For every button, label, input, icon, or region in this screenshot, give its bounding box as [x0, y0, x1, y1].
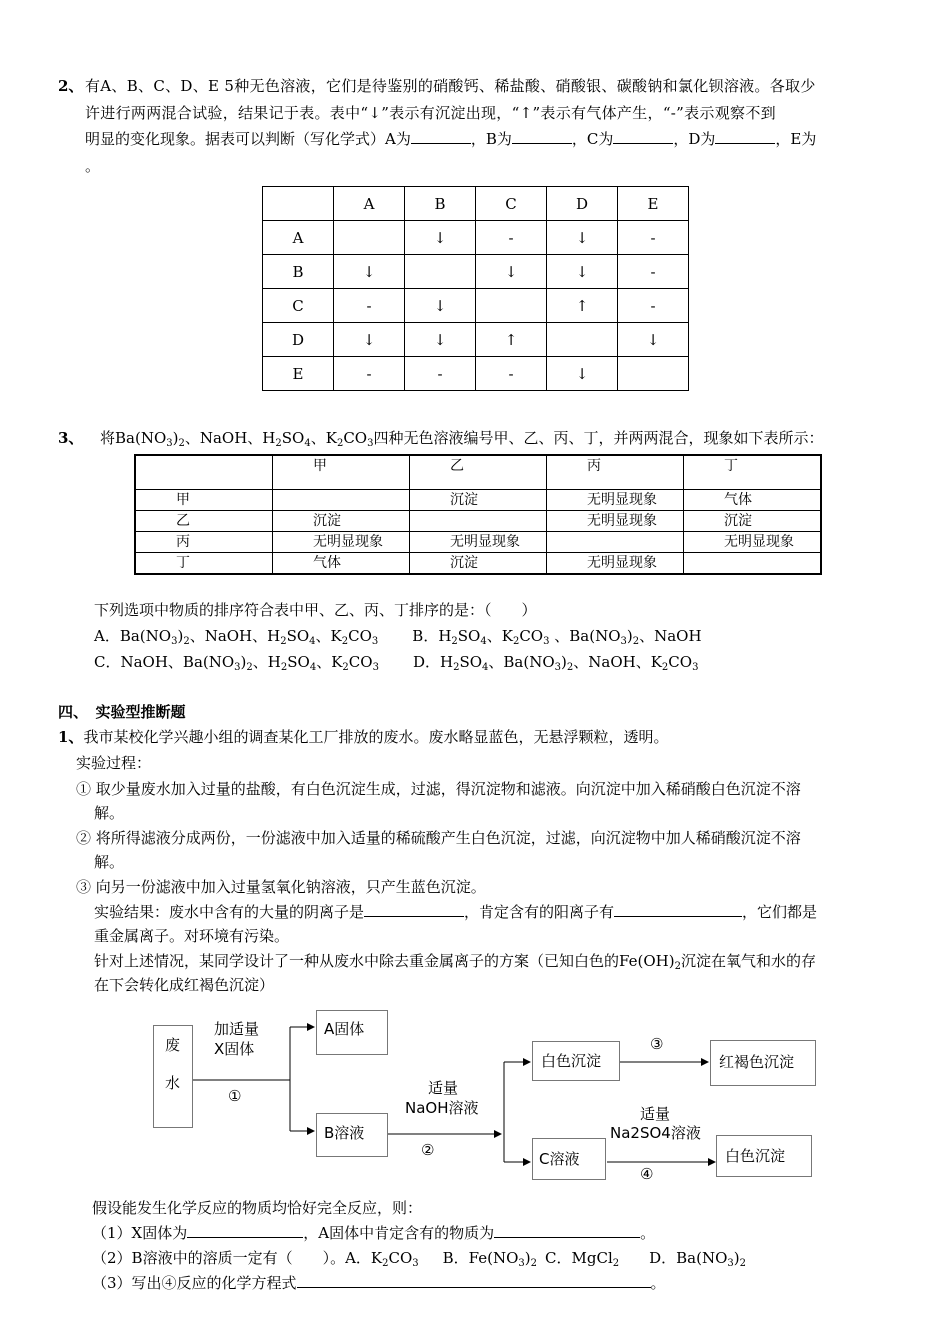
- table-cell: 无明显现象: [547, 552, 684, 574]
- table-cell: 无明显现象: [547, 489, 684, 510]
- table-cell: [410, 510, 547, 531]
- table-cell: 无明显现象: [410, 531, 547, 552]
- cation-blank[interactable]: [614, 902, 742, 917]
- fe-oh-2-formula: $Fe(OH)_2$: [619, 952, 681, 972]
- x-solid-blank[interactable]: [187, 1223, 303, 1238]
- question-2-line-4: 。: [85, 157, 101, 175]
- question-2-line-3: 明显的变化现象。据表可以判断（写化学式）A为 ，B为 ，C为 ，D为 ，E为: [85, 130, 817, 148]
- solution-b-box: B溶液: [316, 1113, 388, 1157]
- table-cell: -: [405, 357, 476, 391]
- table-cell: [273, 489, 410, 510]
- table-cell: [684, 552, 822, 574]
- table-cell: 丁: [684, 455, 822, 489]
- formula-list: 将$Ba(NO_3)_2$、NaOH、$H_2SO_4$、$K_2CO_3$: [100, 429, 374, 449]
- table-cell: ↓: [547, 221, 618, 255]
- table-cell: 乙: [410, 455, 547, 489]
- add-x-label-1: 加适量: [214, 1020, 260, 1038]
- table-cell: B: [405, 187, 476, 221]
- option-c-d: [94, 652, 698, 672]
- process-label: 实验过程：: [76, 754, 152, 772]
- solution-c-box: C溶液: [532, 1138, 606, 1180]
- answer-blank-c[interactable]: [613, 129, 673, 144]
- table-cell: 丙: [547, 455, 684, 489]
- table-cell: E: [263, 357, 334, 391]
- table-cell: -: [618, 221, 689, 255]
- equation-blank[interactable]: [297, 1273, 651, 1288]
- answer-blank-b[interactable]: [512, 129, 572, 144]
- table-cell: -: [476, 221, 547, 255]
- answer-blank-d[interactable]: [715, 129, 775, 144]
- table-row: [263, 255, 689, 289]
- table-cell: [135, 455, 273, 489]
- table-cell: 无明显现象: [684, 531, 822, 552]
- table-cell: 甲: [135, 489, 273, 510]
- table-cell: 丁: [135, 552, 273, 574]
- table-cell: A: [263, 221, 334, 255]
- anion-blank[interactable]: [364, 902, 464, 917]
- table-cell: 沉淀: [410, 552, 547, 574]
- sub-question-3: （3）写出④反应的化学方程式 。: [92, 1274, 666, 1292]
- result-line: 实验结果：废水中含有的大量的阴离子是 ，肯定含有的阳离子有 ，它们都是: [94, 903, 818, 921]
- table-cell: A: [334, 187, 405, 221]
- table-cell: 气体: [273, 552, 410, 574]
- table-cell: ↑: [547, 289, 618, 323]
- reaction-table-1: [262, 186, 689, 391]
- table-cell: -: [618, 255, 689, 289]
- solid-a-box: A固体: [316, 1010, 388, 1055]
- question-2-line-1: 有A、B、C、D、E 5种无色溶液，它们是待鉴别的硝酸钙、稀盐酸、硝酸银、碳酸钠和氯化钡溶液。各取少: [85, 77, 816, 95]
- table-cell: D: [547, 187, 618, 221]
- option-d[interactable]: D．$H_2SO_4$、$Ba(NO_3)_2$、NaOH、$K_2CO_3$: [412, 653, 699, 673]
- reaction-table-2: [134, 454, 822, 575]
- table-cell: ↓: [405, 323, 476, 357]
- table-cell: ↓: [334, 255, 405, 289]
- table-cell: [334, 221, 405, 255]
- plan-line: 针对上述情况，某同学设计了一种从废水中除去重金属离子的方案（已知白色的$Fe(OH)_2$沉淀在氧气和水的存: [94, 952, 816, 972]
- table-cell: ↓: [334, 323, 405, 357]
- choice-c[interactable]: C．MgCl$_2$: [545, 1249, 620, 1269]
- table-cell: ↓: [405, 221, 476, 255]
- step-2-line-a: ② 将所得滤液分成两份，一份滤液中加入适量的稀硫酸产生白色沉淀，过滤，向沉淀物中加人稀硝酸沉淀不溶: [76, 829, 801, 847]
- table-cell: -: [618, 289, 689, 323]
- table-cell: E: [618, 187, 689, 221]
- red-brown-precipitate-box: 红褐色沉淀: [710, 1040, 816, 1086]
- option-a-b: [94, 626, 702, 646]
- table-row: [263, 357, 689, 391]
- step-1-line-a: ① 取少量废水加入过量的盐酸，有白色沉淀生成，过滤，得沉淀物和滤液。向沉淀中加入稀硝酸白色沉淀不溶: [76, 780, 801, 798]
- choice-b[interactable]: B．$Fe(NO_3)_2$: [442, 1249, 538, 1269]
- table-row: [135, 552, 821, 574]
- table-cell: 甲: [273, 455, 410, 489]
- waste-water-box: 废 水: [153, 1025, 193, 1128]
- table-cell: [476, 289, 547, 323]
- table-cell: 气体: [684, 489, 822, 510]
- option-c[interactable]: C．NaOH、$Ba(NO_3)_2$、$H_2SO_4$、$K_2CO_3$: [94, 653, 379, 673]
- table-cell: 沉淀: [273, 510, 410, 531]
- question-2-number: 2、: [58, 77, 84, 95]
- table-cell: 丙: [135, 531, 273, 552]
- table-cell: -: [334, 289, 405, 323]
- table-cell: B: [263, 255, 334, 289]
- result-line-2: 重金属离子。对环境有污染。: [94, 927, 290, 945]
- table-cell: C: [263, 289, 334, 323]
- step-3-line: ③ 向另一份滤液中加入过量氢氧化钠溶液，只产生蓝色沉淀。: [76, 878, 486, 896]
- white-precipitate-box-1: 白色沉淀: [532, 1041, 620, 1081]
- table-cell: 无明显现象: [273, 531, 410, 552]
- choice-a[interactable]: $K_2CO_3$: [370, 1249, 419, 1269]
- table-row: [135, 489, 821, 510]
- option-a[interactable]: A．$Ba(NO_3)_2$、NaOH、$H_2SO_4$、$K_2CO_3$: [94, 627, 379, 647]
- section-4-title: 四、 实验型推断题: [58, 703, 186, 721]
- question-3-prompt: 下列选项中物质的排序符合表中甲、乙、丙、丁排序的是：（ ）: [94, 601, 537, 619]
- step-2-line-b: 解。: [94, 853, 125, 871]
- na2so4-label-1: 适量: [640, 1105, 671, 1123]
- table-row: [263, 221, 689, 255]
- table-row: [263, 289, 689, 323]
- step-1-marker: ①: [228, 1087, 242, 1105]
- table-cell: 沉淀: [410, 489, 547, 510]
- table-cell: -: [476, 357, 547, 391]
- solid-a-blank[interactable]: [494, 1223, 640, 1238]
- table-row: [135, 531, 821, 552]
- table-cell: 无明显现象: [547, 510, 684, 531]
- step-1-line-b: 解。: [94, 804, 125, 822]
- table-row: [263, 323, 689, 357]
- table-cell: [405, 255, 476, 289]
- table-cell: ↓: [618, 323, 689, 357]
- na2so4-label-2: Na2SO4溶液: [610, 1124, 701, 1142]
- white-precipitate-box-2: 白色沉淀: [716, 1135, 812, 1177]
- plan-line-2: 在下会转化成红褐色沉淀）: [94, 976, 275, 994]
- question-2-line-2: 许进行两两混合试验，结果记于表。表中“↓”表示有沉淀出现，“↑”表示有气体产生，“-”表示观察不到: [85, 104, 776, 122]
- question-3-number: 3、: [58, 429, 84, 447]
- table-cell: ↓: [547, 357, 618, 391]
- table-cell: -: [334, 357, 405, 391]
- choice-d[interactable]: D．$Ba(NO_3)_2$: [649, 1249, 747, 1269]
- table-cell: ↓: [476, 255, 547, 289]
- table-cell: [618, 357, 689, 391]
- table-cell: 沉淀: [684, 510, 822, 531]
- add-x-label-2: X固体: [214, 1040, 255, 1058]
- sub-question-1: （1）X固体为 ，A固体中肯定含有的物质为 。: [92, 1224, 656, 1242]
- table-cell: ↑: [476, 323, 547, 357]
- table-2-header-row: [135, 455, 821, 489]
- table-cell: [547, 323, 618, 357]
- naoh-label-1: 适量: [428, 1079, 459, 1097]
- naoh-label-2: NaOH溶液: [405, 1099, 479, 1117]
- section-4-q1-line-1: 1、我市某校化学兴趣小组的调查某化工厂排放的废水。废水略显蓝色，无悬浮颗粒，透明。: [58, 728, 669, 746]
- question-3-intro: 将$Ba(NO_3)_2$、NaOH、$H_2SO_4$、$K_2CO_3$四种无色溶液编号甲、乙、丙、丁，并两两混合，现象如下表所示：: [100, 429, 824, 449]
- step-3-marker: ③: [650, 1035, 664, 1053]
- table-row: [135, 510, 821, 531]
- table-cell: 乙: [135, 510, 273, 531]
- table-cell: ↓: [405, 289, 476, 323]
- table-cell: [547, 531, 684, 552]
- table-cell: C: [476, 187, 547, 221]
- table-cell: [263, 187, 334, 221]
- table-cell: D: [263, 323, 334, 357]
- answer-blank-a[interactable]: [411, 129, 471, 144]
- step-2-marker: ②: [421, 1141, 435, 1159]
- assumption-line: 假设能发生化学反应的物质均恰好完全反应，则：: [92, 1199, 423, 1217]
- table-cell: ↓: [547, 255, 618, 289]
- sub-question-2: （2）B溶液中的溶质一定有（ ）。A．$K_2CO_3$ B．$Fe(NO_3)_2$ C．MgCl$_2$ D．$Ba(NO_3)_2$: [92, 1249, 747, 1269]
- option-b[interactable]: B．$H_2SO_4$、$K_2CO_3$ 、$Ba(NO_3)_2$、NaOH: [412, 627, 702, 647]
- table-1-header-row: [263, 187, 689, 221]
- step-4-marker: ④: [640, 1165, 654, 1183]
